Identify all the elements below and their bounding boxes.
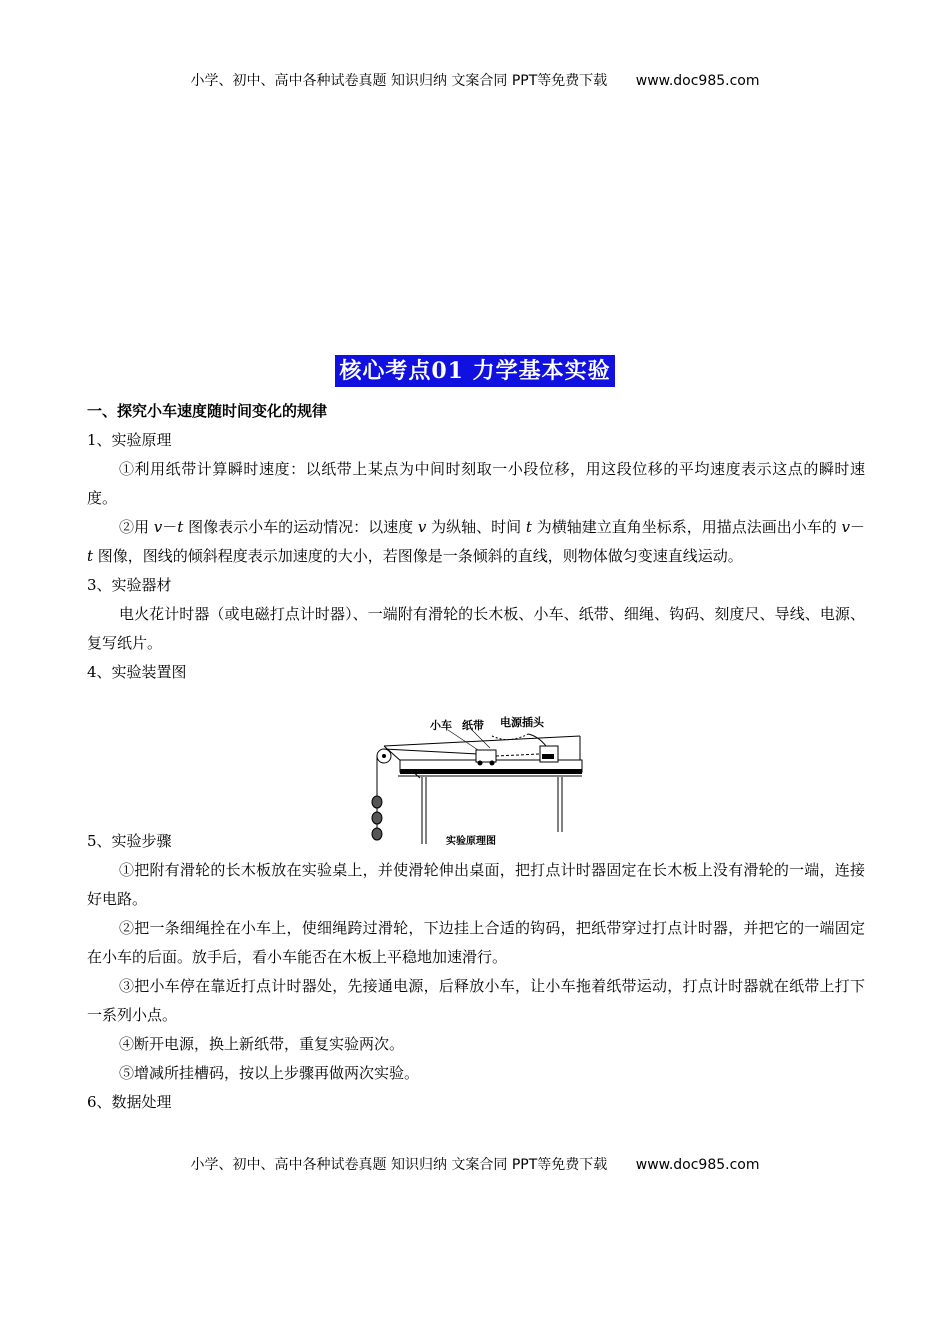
principle-heading: 1、实验原理	[87, 431, 172, 449]
cart-label-pointer	[448, 730, 478, 750]
label-tape: 纸带	[462, 719, 484, 732]
cart	[476, 750, 496, 762]
pulley-axle	[382, 754, 386, 758]
section-heading: 一、探究小车速度随时间变化的规律	[87, 402, 328, 420]
label-car: 小车	[430, 719, 452, 732]
data-heading: 6、数据处理	[87, 1093, 172, 1111]
step-5: ⑤增减所挂槽码，按以上步骤再做两次实验。	[119, 1064, 420, 1082]
cart-wheel-1	[478, 761, 483, 766]
footer-url[interactable]: www.doc985.com	[635, 1157, 760, 1173]
setup-heading: 4、实验装置图	[87, 663, 187, 681]
page-footer	[0, 1154, 950, 1174]
equipment-heading: 3、实验器材	[87, 576, 172, 594]
principle-paragraph-1: ①利用纸带计算瞬时速度：以纸带上某点为中间时刻取一小段位移，用这段位移的平均速度表示这点的瞬时速度。	[87, 460, 865, 507]
header-text: 小学、初中、高中各种试卷真题 知识归纳 文案合同 PPT等免费下载	[190, 73, 608, 89]
tape-label-pointer	[472, 730, 490, 748]
header-url[interactable]: www.doc985.com	[635, 73, 760, 89]
title-block	[0, 355, 950, 387]
principle-paragraph-2: ②用 v－t 图像表示小车的运动情况：以速度 v 为纵轴、时间 t 为横轴建立直角坐标系，用描点法画出小车的 v－t 图像，图线的倾斜程度表示加速度的大小，若图像是一条倾斜的直线，则物体做匀变速直线运动。	[87, 518, 865, 565]
hook-weight-2	[372, 812, 382, 824]
diagram-caption: 实验原理图	[446, 836, 496, 847]
footer-text: 小学、初中、高中各种试卷真题 知识归纳 文案合同 PPT等免费下载	[190, 1157, 608, 1173]
step-4: ④断开电源，换上新纸带，重复实验两次。	[119, 1035, 405, 1053]
page-title: 核心考点01 力学基本实验	[335, 355, 614, 387]
label-plug: 电源插头	[500, 716, 544, 729]
experiment-setup-diagram	[360, 712, 590, 852]
board-front-edge	[400, 769, 582, 774]
paper-tape	[496, 754, 540, 756]
string	[384, 749, 478, 754]
step-1: ①把附有滑轮的长木板放在实验桌上，并使滑轮伸出桌面，把打点计时器固定在长木板上没有滑轮的一端，连接好电路。	[87, 861, 865, 908]
step-2: ②把一条细绳拴在小车上，使细绳跨过滑轮，下边挂上合适的钩码，把纸带穿过打点计时器，并把它的一端固定在小车的后面。放手后，看小车能否在木板上平稳地加速滑行。	[87, 919, 865, 966]
steps-heading: 5、实验步骤	[87, 832, 172, 850]
hook-weight-1	[372, 796, 382, 808]
equipment-paragraph: 电火花计时器（或电磁打点计时器）、一端附有滑轮的长木板、小车、纸带、细绳、钩码、刻度尺、导线、电源、复写纸片。	[87, 605, 865, 652]
power-cord	[528, 734, 546, 746]
cart-wheel-2	[490, 761, 495, 766]
timer-slot	[542, 754, 554, 759]
table-top-back-edge	[384, 736, 580, 746]
page-header	[0, 70, 950, 90]
hook-weight-3	[372, 828, 382, 840]
step-3: ③把小车停在靠近打点计时器处，先接通电源，后释放小车，让小车拖着纸带运动，打点计时器就在纸带上打下一系列小点。	[87, 977, 865, 1024]
